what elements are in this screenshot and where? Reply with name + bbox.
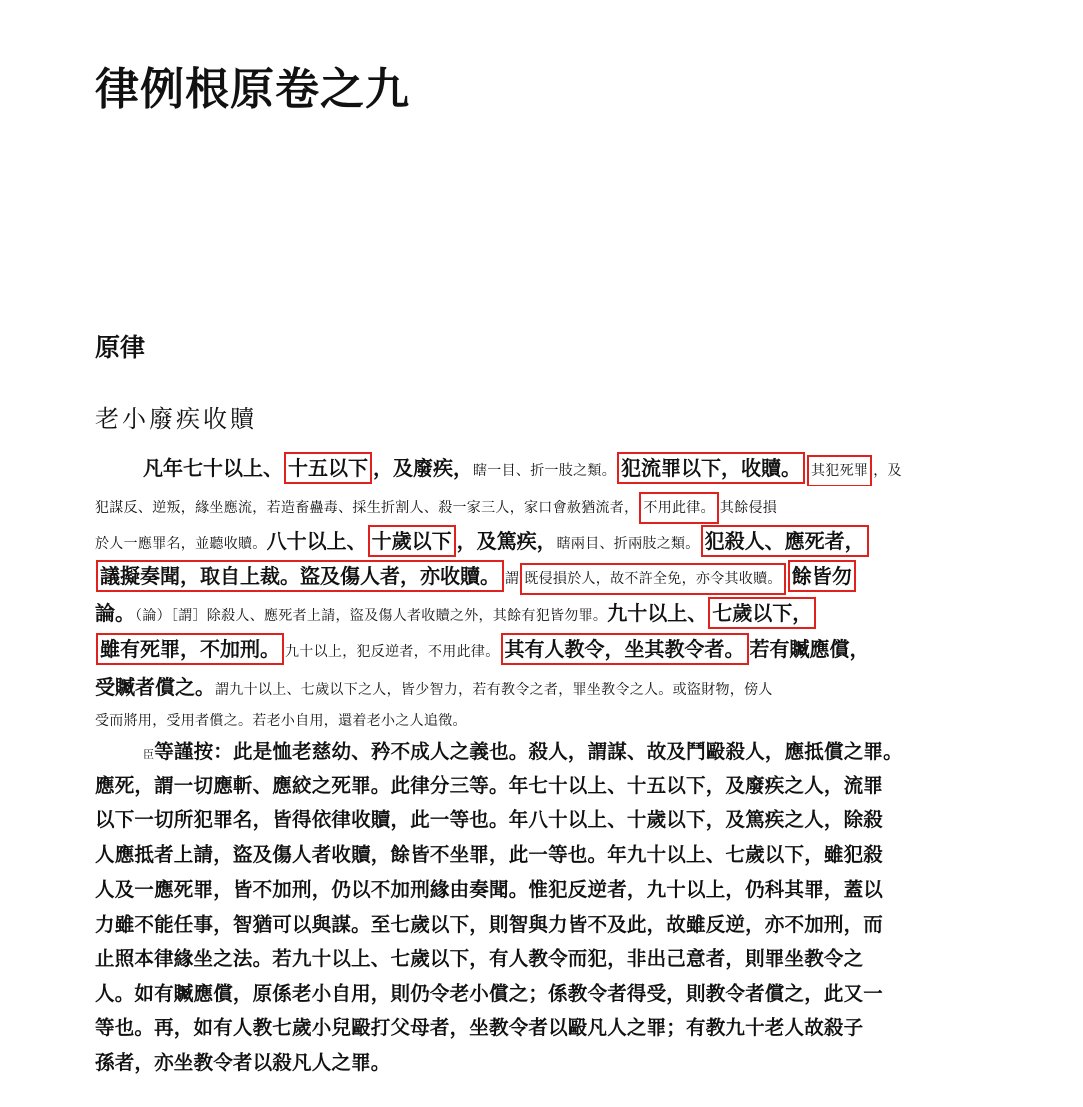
- statute-phrase: 受贓者償之。: [95, 675, 215, 699]
- highlight-box: 不用此律。: [639, 492, 719, 524]
- highlight-box: 其犯死罪: [807, 455, 872, 486]
- document-title: 律例根原卷之九: [95, 64, 410, 115]
- highlight-box: 雖有死罪，不加刑。: [96, 633, 284, 665]
- statute-phrase: 八十以上、: [266, 529, 367, 553]
- commentary-line: 應死，謂一切應斬、應絞之死罪。此律分三等。年七十以上、十五以下，及廢疾之人，流罪: [95, 774, 884, 797]
- commentary-line: 止照本律緣坐之法。若九十以上、七歲以下，有人教令而犯，非出己意者，則罪坐教令之: [95, 947, 864, 970]
- subsection-heading: 老小廢疾收贖: [95, 405, 257, 433]
- statute-phrase: 九十以上、: [607, 601, 708, 625]
- commentary-line: 人。如有贓應償，原係老小自用，則仍令老小償之；係教令者得受，則教令者償之，此又一: [95, 982, 884, 1005]
- statute-phrase: ，及篤疾，: [456, 529, 557, 553]
- highlight-box: 其有人教令，坐其教令者。: [501, 633, 749, 665]
- statute-line: [95, 701, 1000, 737]
- annotation-text: 謂九十以上、七歲以下之人，皆少智力，若有教令之者，罪坐教令之人。或盜財物，傍人: [215, 682, 773, 698]
- highlight-box: 餘皆勿: [788, 560, 856, 592]
- annotation-text: （論）［謂］除殺人、應死者上請，盜及傷人者收贖之外，其餘有犯皆勿罪。: [135, 608, 608, 624]
- commentary-line: 人及一應死罪，皆不加刑，仍以不加刑緣由奏聞。惟犯反逆者，九十以上，仍科其罪，蓋以: [95, 878, 884, 901]
- section-heading: 原律: [95, 333, 146, 362]
- highlight-box: 議擬奏聞，取自上裁。盜及傷人者，亦收贖。: [96, 560, 504, 592]
- highlight-box: 十五以下: [284, 452, 372, 484]
- annotation-text: 其餘侵損: [719, 500, 778, 516]
- statute-line: [95, 559, 1000, 595]
- commentary-line: 孫者，亦坐教令者以殺凡人之罪。: [95, 1051, 391, 1074]
- highlight-box: 犯殺人、應死者，: [701, 525, 869, 557]
- annotation-text: 瞎兩目、折兩肢之類。: [556, 536, 700, 552]
- statute-phrase: ，及廢疾，: [373, 456, 473, 480]
- highlight-box: 犯流罪以下，收贖。: [617, 452, 805, 484]
- commentary-line: 人應抵者上請，盜及傷人者收贖，餘皆不坐罪，此一等也。年九十以上、七歲以下，雖犯殺: [95, 843, 884, 866]
- highlight-box: 既侵損於人，故不許全免，亦令其收贖。: [520, 563, 785, 595]
- commentary-lead-mark: 臣: [143, 748, 155, 761]
- statute-line: [95, 631, 1000, 667]
- annotation-text: ，及: [873, 463, 902, 479]
- annotation-text: 犯謀反、逆叛，緣坐應流，若造畜蠱毒、採生折割人、殺一家三人，家口會赦猶流者，: [95, 500, 639, 516]
- annotation-text: 受而將用，受用者償之。若老小自用，還着老小之人追徵。: [95, 713, 467, 729]
- annotation-text: 九十以上，犯反逆者，不用此律。: [285, 644, 500, 660]
- commentary-line: 等也。再，如有人教七歲小兒毆打父母者，坐教令者以毆凡人之罪；有教九十老人故殺子: [95, 1016, 864, 1039]
- statute-line: [95, 595, 1000, 631]
- annotation-text: 於人一應罪名，並聽收贖。: [95, 536, 267, 552]
- annotation-text: 謂: [505, 571, 520, 587]
- commentary-line: 力雖不能任事，智猶可以與謀。至七歲以下，則智與力皆不及此，故雖反逆，亦不加刑，而: [95, 913, 884, 936]
- statute-phrase: 若有贓應償，: [749, 637, 870, 661]
- statute-phrase: 論。: [95, 601, 135, 625]
- annotation-text: 瞎一目、折一肢之類。: [473, 463, 616, 479]
- commentary-line: 臣等謹按：此是恤老慈幼、矜不成人之義也。殺人，謂謀、故及鬥毆殺人，應抵償之罪。: [143, 740, 903, 763]
- statute-line: [95, 450, 1000, 486]
- highlight-box: 十歲以下: [368, 525, 456, 557]
- statute-line: [95, 523, 1000, 559]
- highlight-box: 七歲以下，: [708, 597, 816, 629]
- commentary-line: 以下一切所犯罪名，皆得依律收贖，此一等也。年八十以上、十歲以下，及篤疾之人，除殺: [95, 808, 884, 831]
- statute-line: [95, 669, 1000, 705]
- statute-line: [95, 488, 1000, 524]
- statute-phrase: 凡年七十以上、: [143, 456, 283, 480]
